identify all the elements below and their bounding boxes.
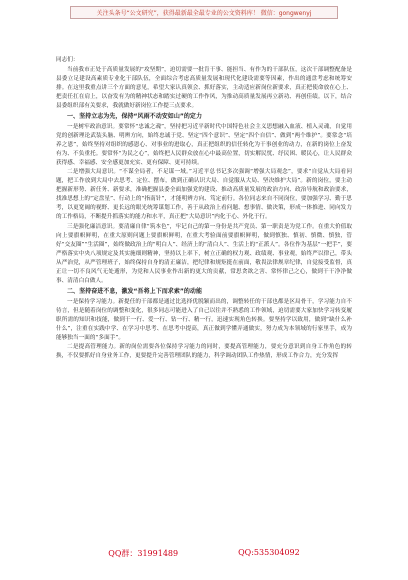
body-paragraph: 三是强化廉洁意识。要清廉自律“筑本色”，牢记自己的第一身份是共产党员、第一职责是为党工作。在重大价值取向上要旗帜鲜明，在重大原则问题上要旗帜鲜明，在重大考验面前要旗帜鲜明，做到慎独、慎初、慎微、慎独，管好“交友圈”“生活圈”，始终做政治上的“明白人”、经济上的“清白人”、生活上的“正派人”。各位作为基层“一把手”，要严格落实中央八项规定及其实施细则精神，坚持以上率下，树立正确的权力观、政绩观、事业观，始终严以律己，带头从严治党，从严管理班子，始终保持自身的清正廉洁，把纪律和规矩挺在前面，敬畏法律规章纪律，自觉接受监督，真正让一切不良风气无处遁形，为党和人民事业作出新的更大的贡献，常思贪欲之害、常怀律己之心，做到干干净净做事、清清白白做人。 [56,223,352,285]
body-paragraph: 一是树牢政治意识。要常怀“忠诚之魂”，坚持把习近平新时代中国特色社会主义思想融入血液、植入灵魂，自觉用党的创新理论武装头脑、明辨方向，始终忠诚于党、坚定“四个意识”、坚定“四个自信”、做到“两个维护”。要常念“培养之恩”，始终坚持对组织的感恩心、对事业的进取心，真正把组织的信任转化为干事创业的动力，在新的岗位上奋发有为、不负重托。要常怀“为民之心”，始终把人民群众放在心中最高位置，切实解民忧、纾民困、暖民心，让人民群众获得感、幸福感、安全感更加充实、更有保障、更可持续。 [56,123,352,166]
greeting: 同志们： [56,57,79,63]
body-paragraph: 当前我市正处于高质量发展的“攻坚期”，迫切需要一批肯干事、能担当、有作为的干部队伍，这次干部调整配备是县委立足建设高素质专业化干部队伍，全面综合考虑高质量发展和现代化建设需要等因素，作出的通盘考虑和统筹安排。在这里我重点讲三个方面的意见，希望大家认真领会、抓好落实，主动适应新岗位新要求，真正把使命放在心上、把责任扛在肩上，以奋发有为的精神状态和踏实过硬的工作作风，为推动高质量发展再立新功、再创佳绩。以下，结合县委组织部有关要求，我就做好新岗位工作提三点要求。 [56,66,352,109]
body-paragraph: 一是保持学习能力。新提任的干部都是通过比选择优脱颖而出的，调整转任的干部也都是区局骨干，学习能力自不待言，但是随着岗位的调整和变化，很多同志可能进入了自己以往并不熟悉的工作领域，迫切需要大家加快学习转变履职所需的知识和技能，做到干一行、爱一行、钻一行、精一行，迅速实现角色转换。要坚持学以致用，做到“缺什么补什么”，注重在实践中学、在学习中思考、在思考中提高，真正做到学懂弄通做实，努力成为本领域的行家里手，成为能够独当一面的“多面手”。 [56,298,352,342]
footer-qq-group: QQ群：31991489 [108,549,179,558]
document-body [56,56,352,361]
paragraph-list [56,66,352,362]
body-paragraph: 二是提高管理能力。新的岗位需要各位保持学习能力的同时，要提高管理能力，要充分意识到自身工作角色的转换，不仅要抓好自身业务工作，更要提升完善管理团队的能力，科学调动团队工作热情，形成工作合力，充分发挥 [56,344,352,360]
top-banner: 关注头条号“公文研究”，获得最新最全最专业的公文资料库！ 微信：gongwenyj [70,6,338,19]
body-paragraph: 二是增强大局意识。“不谋全局者，不足谋一域。”习近平总书记多次强调“增强大局观念”，要求“自觉从大局看问题，把工作放到大局中去思考、定位、摆布，做到正确认识大局、自觉服从大局、坚决维护大局”。新的岗位，要主动把握新形势、新任务、新要求，准确把握县委全面加强党的建设、推动高质量发展的政治方向、政治导航和政治要求，找准思想上的“定盘星”、行动上的“指南针”，才能明辨方向、笃定前行。各位同志来自不同岗位，要加强学习、勤于思考，以更宽阔的视野、更长远的眼光统筹谋划工作，善于从政治上看问题、想事情、做决策，形成一体推进、同向发力的工作格局，不断提升抓落实的能力和水平，真正把“大局意识”内化于心、外化于行。 [56,169,352,221]
footer-qq: QQ:535304092 [238,548,300,557]
section-heading: 二、坚持奋进不息，激发“吾将上下而求索”的动能 [67,288,203,296]
section-heading: 一、坚持立志为先，保持“风雨不动安如山”的定力 [67,113,203,121]
footer [0,548,408,559]
